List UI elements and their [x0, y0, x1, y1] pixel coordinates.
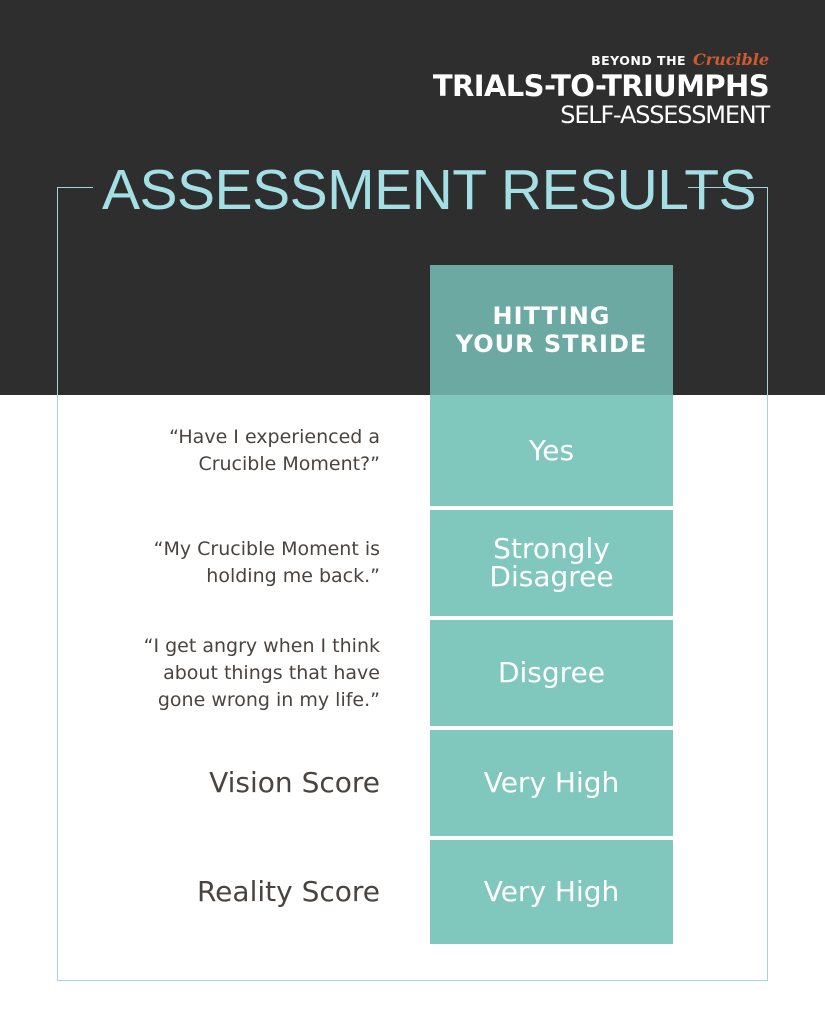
row-label — [60, 395, 380, 506]
result-cell-value: Very High — [483, 766, 620, 799]
result-cell — [430, 840, 673, 944]
result-cell — [430, 510, 673, 616]
row-label-text: “My Crucible Moment is holding me back.” — [153, 538, 380, 587]
result-cell — [430, 730, 673, 836]
row-label — [60, 840, 380, 944]
row-label-text: Reality Score — [196, 875, 380, 908]
brand-title: TRIALS-TO-TRIUMPHS — [432, 69, 769, 103]
frame-top-left-rule — [57, 187, 93, 188]
row-label — [60, 510, 380, 616]
result-cell-value: Strongly Disagree — [489, 532, 614, 593]
page-title: ASSESSMENT RESULTS — [102, 158, 757, 222]
row-label-text: “Have I experienced a Crucible Moment?” — [169, 425, 380, 475]
row-label-text: “I get angry when I think about things that have gone wrong in my life.” — [143, 634, 380, 711]
result-cell — [430, 395, 673, 506]
row-label — [60, 620, 380, 726]
brand-prefix: BEYOND THE — [591, 53, 687, 68]
brand-script-wordmark: Crucible — [692, 50, 769, 69]
result-column-header — [430, 265, 673, 395]
brand-subtitle: SELF-ASSESSMENT — [560, 101, 769, 129]
row-label-text: Vision Score — [209, 766, 380, 799]
row-label — [60, 730, 380, 836]
brand-logo — [433, 50, 769, 129]
result-column-header-label: HITTING YOUR STRIDE — [455, 302, 648, 358]
result-cell-value: Yes — [528, 433, 575, 467]
brand-prefix-line — [433, 50, 769, 71]
result-cell-value: Disgree — [497, 656, 606, 689]
result-cell-value: Very High — [483, 875, 620, 908]
result-cell — [430, 620, 673, 726]
